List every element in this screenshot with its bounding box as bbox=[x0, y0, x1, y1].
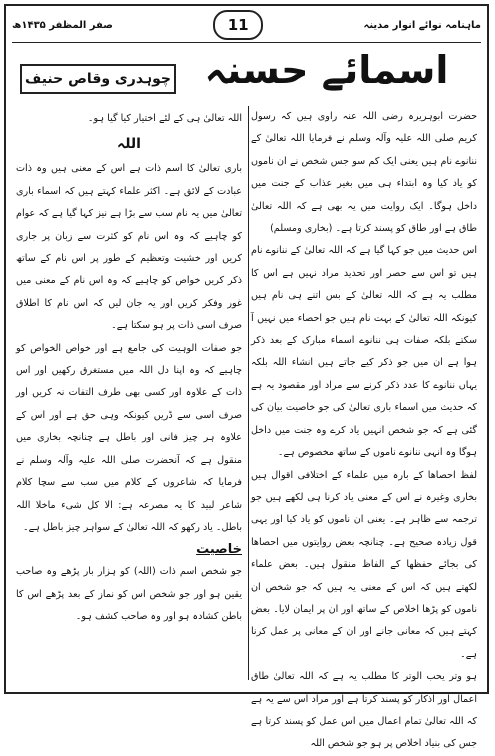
paragraph: لفظ احصاھا کے بارہ میں علماء کے اختلافی اقوال ہیں بخاری وغیرہ نے اس کے معنی یاد کرنا ہی لکھے ہیں جو ترجمہ سے ظاہر ہے۔ یعنی ان ناموں کو یاد کیا اور یہی قول زیادہ صحیح ہے۔ چنانچہ بعض روایتوں میں احصاھا کی بجائے حفظھا کے الفاظ منقول ہیں۔ بعض علماء لکھتے ہیں کہ اس کے معنی یہ ہیں کہ جو شخص ان ناموں کو پڑھا اخلاص کے ساتھ اور ان پر ایمان لایا۔ بعض کہتے ہیں کہ معانی جانے اور ان کے معانی پر عمل کرنا ہے۔ bbox=[251, 469, 477, 660]
issue-date: صفر المظفر ۱۴۳۵ھ bbox=[12, 19, 113, 31]
paragraph: جو صفات الوہیت کی جامع ہے اور خواص الخواص کو چاہیے کہ وہ اپنا دل اللہ میں مستغرق رکھیں اور اس ذات کے علاوہ اور کسی بھی طرف التفات نہ کریں اور صرف اسی سے ڈریں کیونکہ وہی حق ہے اور اس کے علاوہ ہر چیز فانی اور باطل ہے چنانچہ بخاری میں منقول ہے کہ آنحضرت صلی اللہ علیہ وآلہ وسلم نے فرمایا کہ شاعروں کے کلام میں سب سے سچا کلام شاعر لبید کا یہ مصرعہ ہے: الا کل شیء ماخلا اللہ باطل۔ یاد رکھو کہ اللہ تعالیٰ کے سواہر چیز باطل ہے۔ bbox=[16, 342, 242, 533]
article-title: اسمائے حسنہ bbox=[204, 48, 449, 92]
paragraph: حضرت ابوہریرہ رضی اللہ عنہ راوی ہیں کہ رسول کریم صلی اللہ علیہ وآلہ وسلم نے فرمایا اللہ تعالیٰ کے ننانوے نام ہیں یعنی ایک کم سو جس شخص نے ان ناموں کو یاد کیا وہ ابتداء ہی میں بغیر عذاب کے جنت میں داخل ہوگا۔ ایک روایت میں یہ بھی ہے کہ اللہ تعالیٰ طاق ہے اور طاق کو پسند کرتا ہے۔ (بخاری ومسلم) bbox=[251, 111, 477, 235]
allah-heading: اللہ bbox=[117, 136, 141, 153]
paragraph: اس حدیث میں جو کہا گیا ہے کہ اللہ تعالیٰ کے ننانوے نام ہیں تو اس سے حصر اور تحدید مراد نہیں ہے اس کا مطلب یہ ہے کہ اللہ تعالیٰ کے بس اتنے ہی نام ہیں کیونکہ اللہ تعالیٰ کے بہت نام ہیں جو احصاء میں نہیں آ سکتے بلکہ صفات ہی ننانوے اسماء مبارک کے بعد ذکر ہوا ہے ان میں جو ذکر کیے جاتے ہیں انشاء اللہ بلکہ یہاں ننانوے کا عدد ذکر کرنے سے مراد اور مقصود یہ ہے کہ حدیث میں اسماء باری تعالیٰ کی جو خاصیت بیان کی گئی ہے کہ جو شخص انہیں یاد کرے وہ جنت میں داخل ہوگا وہ انہی ننانوے ناموں کے ساتھ مخصوص ہے۔ bbox=[251, 245, 477, 459]
author-name: چوہدری وقاص حنیف bbox=[25, 71, 171, 87]
column-divider bbox=[248, 106, 249, 680]
author-box bbox=[20, 64, 176, 94]
header-rule bbox=[12, 42, 481, 43]
left-column bbox=[16, 108, 242, 629]
page-number: 11 bbox=[213, 10, 263, 40]
paragraph: جو شخص اسم ذات (اللہ) کو ہزار بار پڑھے وہ صاحب یقین ہو اور جو شخص اس کو نماز کے بعد پڑھے اس کا باطن کشادہ ہو اور وہ صاحب کشف ہو۔ bbox=[16, 566, 242, 623]
paragraph: باری تعالیٰ کا اسم ذات ہے اس کے معنی ہیں وہ ذات عبادت کے لائق ہے۔ اکثر علماء کہتے ہیں کہ اسماء باری تعالیٰ میں یہ نام سب سے بڑا ہے نیز کہا گیا ہے کہ عوام کو چاہیے کہ وہ اس نام کو کثرت سے زبان پر جاری کریں اور خشیت وتعظیم کے طور پر اس نام کے ساتھ ذکر کریں خواص کو چاہیے کہ وہ اس نام کے معنی میں غور وفکر کریں اور یہ جان لیں کہ اس نام کا اطلاق صرف اسی ذات پر ہو سکتا ہے۔ bbox=[16, 163, 242, 332]
right-column bbox=[251, 106, 477, 756]
magazine-name: ماہنامہ نوائے انوار مدینہ bbox=[363, 19, 481, 31]
paragraph: ہو وتر یحب الوتر کا مطلب یہ ہے کہ اللہ تعالیٰ طاق اعمال اور اذکار کو پسند کرتا ہے اور مراد اس سے یہ ہے کہ اللہ تعالیٰ تمام اعمال میں اس عمل کو پسند کرتا ہے جس کی بنیاد اخلاص پر ہو جو شخص اللہ bbox=[251, 671, 477, 750]
magazine-page bbox=[4, 4, 489, 750]
page-header bbox=[12, 10, 481, 40]
intro-line: اللہ تعالیٰ ہی کے لئے اختیار کیا گیا ہو۔ bbox=[87, 113, 242, 124]
khasiyat-heading: خاصیت bbox=[196, 542, 242, 558]
